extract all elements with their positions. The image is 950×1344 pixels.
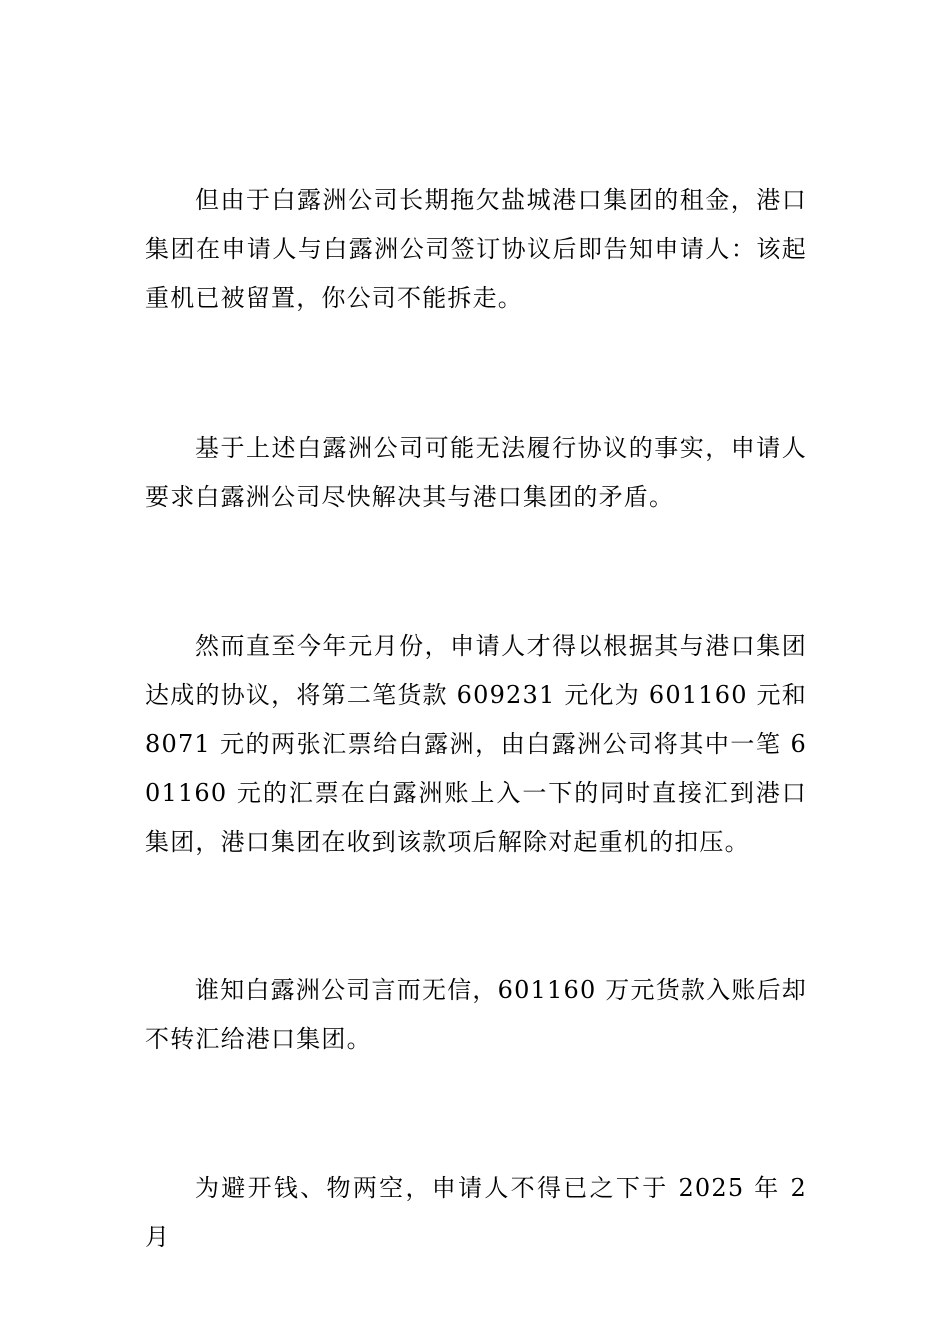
paragraph-4: 谁知白露洲公司言而无信，601160 万元货款入账后却不转汇给港口集团。 bbox=[145, 976, 807, 1053]
paragraph-2: 基于上述白露洲公司可能无法履行协议的事实，申请人要求白露洲公司尽快解决其与港口集团的矛盾。 bbox=[145, 434, 807, 511]
paragraph-5: 为避开钱、物两空，申请人不得已之下于 2025 年 2 月 bbox=[145, 1174, 807, 1251]
paragraph-1: 但由于白露洲公司长期拖欠盐城港口集团的租金，港口集团在申请人与白露洲公司签订协议后即告知申请人：该起重机已被留置，你公司不能拆走。 bbox=[145, 186, 807, 312]
paragraph-3: 然而直至今年元月份，申请人才得以根据其与港口集团达成的协议，将第二笔货款 609231 元化为 601160 元和 8071 元的两张汇票给白露洲，由白露洲公司将其中一笔 601160 元的汇票在白露洲账上入一下的同时直接汇到港口集团，港口集团在收到该款项后解除对起重机的扣压。 bbox=[145, 632, 807, 856]
